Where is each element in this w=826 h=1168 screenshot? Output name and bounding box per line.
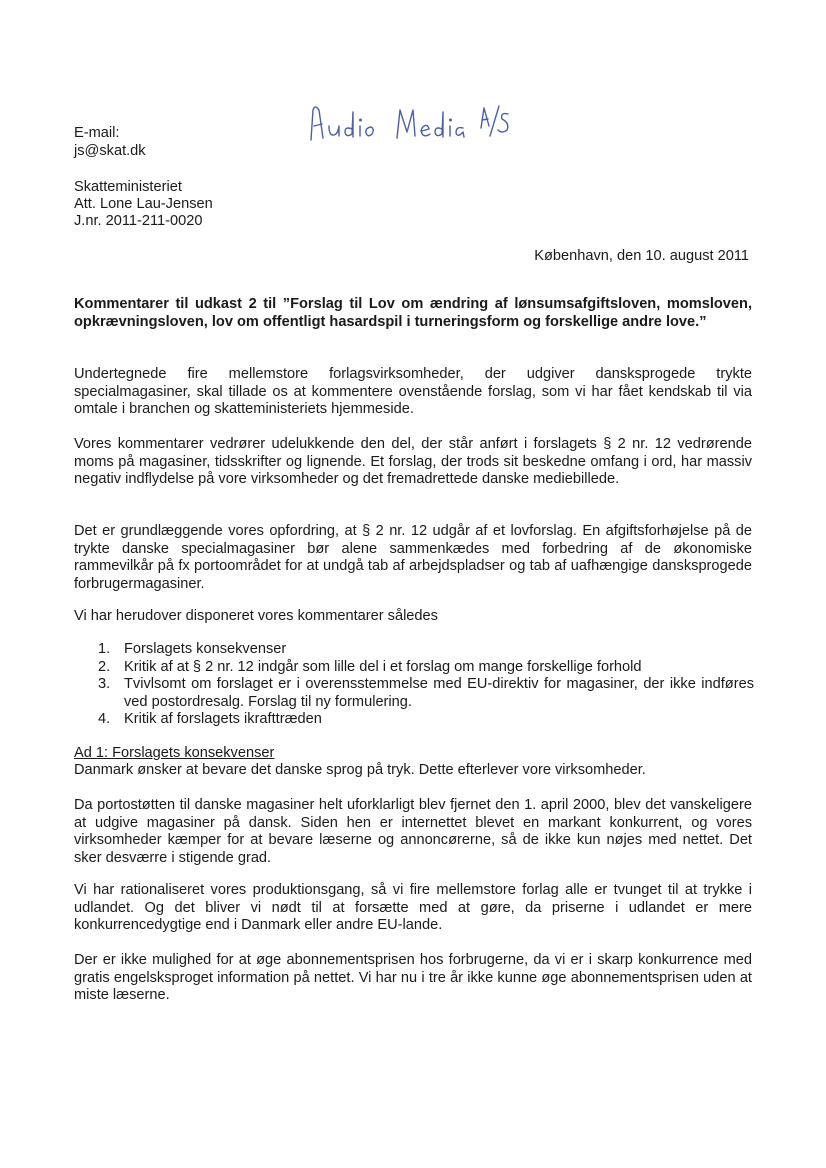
journal-number: J.nr. 2011-211-0020 <box>74 213 203 229</box>
list-item-number: 1. <box>98 641 111 657</box>
list-item-text: Kritik af forslagets ikrafttræden <box>124 711 322 728</box>
list-item-number: 2. <box>98 658 111 675</box>
email-label: E-mail: <box>74 125 120 141</box>
list-item <box>74 641 754 659</box>
list-item-text: Forslagets konsekvenser <box>124 641 287 657</box>
letter-title: Kommentarer til udkast 2 til ”Forslag til Lov om ændring af lønsumsafgiftsloven, momsloven, opkrævningsloven, lov om offentligt hasardspil i turneringsform og forskellige andre love.” <box>74 296 752 330</box>
paragraph-intro: Undertegnede fire mellemstore forlagsvirksomheder, der udgiver dansksprogede trykte specialmagasiner, skal tillade os at kommentere ovenstående forslag, som vi har fået kendskab til via omtale i branchen og skatteministeriets hjemmeside. <box>74 366 752 418</box>
section-heading: Ad 1: Forslagets konsekvenser <box>74 745 275 761</box>
place-and-date: København, den 10. august 2011 <box>534 248 749 264</box>
list-item-text: Tvivlsomt om forslaget er i overensstemmelse med EU-direktiv for magasiner, der ikke indføres ved postordresalg. Forslag til ny formulering. <box>124 676 754 710</box>
section-paragraph: Da portostøtten til danske magasiner helt uforklarligt blev fjernet den 1. april 2000, blev det vanskeligere at udgive magasiner på dansk. Siden hen er internettet blevet en markant konkurrent, og vores virksomheder kæmper for at bevare læserne og annoncørerne, så de ikke kun nøjes med nettet. Det sker desværre i stigende grad. <box>74 797 752 866</box>
handwritten-company-name <box>305 100 520 150</box>
section-paragraph: Der er ikke mulighed for at øge abonnementsprisen hos forbrugerne, da vi er i skarp konkurrence med gratis engelsksproget information på nettet. Vi har nu i tre år ikke kunne øge abonnementsprisen uden at miste læserne. <box>74 952 752 1004</box>
list-item-number: 4. <box>98 711 111 728</box>
comments-outline-list <box>74 641 754 729</box>
list-item-number: 3. <box>98 676 111 693</box>
list-item <box>74 676 754 711</box>
section-paragraph: Vi har rationaliseret vores produktionsgang, så vi fire mellemstore forlag alle er tvunget til at trykke i udlandet. Og det bliver vi nødt til at forsætte med at gøre, da priserne i udlandet er mere konkurrencedygtige end i Danmark eller andre EU-lande. <box>74 882 752 934</box>
list-item <box>74 659 754 677</box>
recipient-attention: Att. Lone Lau-Jensen <box>74 196 213 212</box>
paragraph-scope: Vores kommentarer vedrører udelukkende den del, der står anført i forslagets § 2 nr. 12 vedrørende moms på magasiner, tidsskrifter og lignende. Et forslag, der trods sit beskedne omfang i ord, har massiv negativ indflydelse på vore virksomheder og det fremadrettede danske mediebillede. <box>74 436 752 488</box>
paragraph-disposition: Vi har herudover disponeret vores kommentarer således <box>74 608 438 624</box>
section-paragraph: Danmark ønsker at bevare det danske sprog på tryk. Dette efterlever vore virksomheder. <box>74 762 646 778</box>
recipient-organization: Skatteministeriet <box>74 179 182 195</box>
list-item <box>74 711 754 729</box>
paragraph-recommendation: Det er grundlæggende vores opfordring, at § 2 nr. 12 udgår af et lovforslag. En afgiftsforhøjelse på de trykte danske specialmagasiner bør alene sammenkædes med forbedring af de økonomiske rammevilkår på fx portoområdet for at undgå tab af arbejdspladser og tab af uafhængige dansksprogede forbrugermagasiner. <box>74 523 752 592</box>
list-item-text: Kritik af at § 2 nr. 12 indgår som lille del i et forslag om mange forskellige forhold <box>124 658 642 675</box>
email-value: js@skat.dk <box>74 143 146 159</box>
